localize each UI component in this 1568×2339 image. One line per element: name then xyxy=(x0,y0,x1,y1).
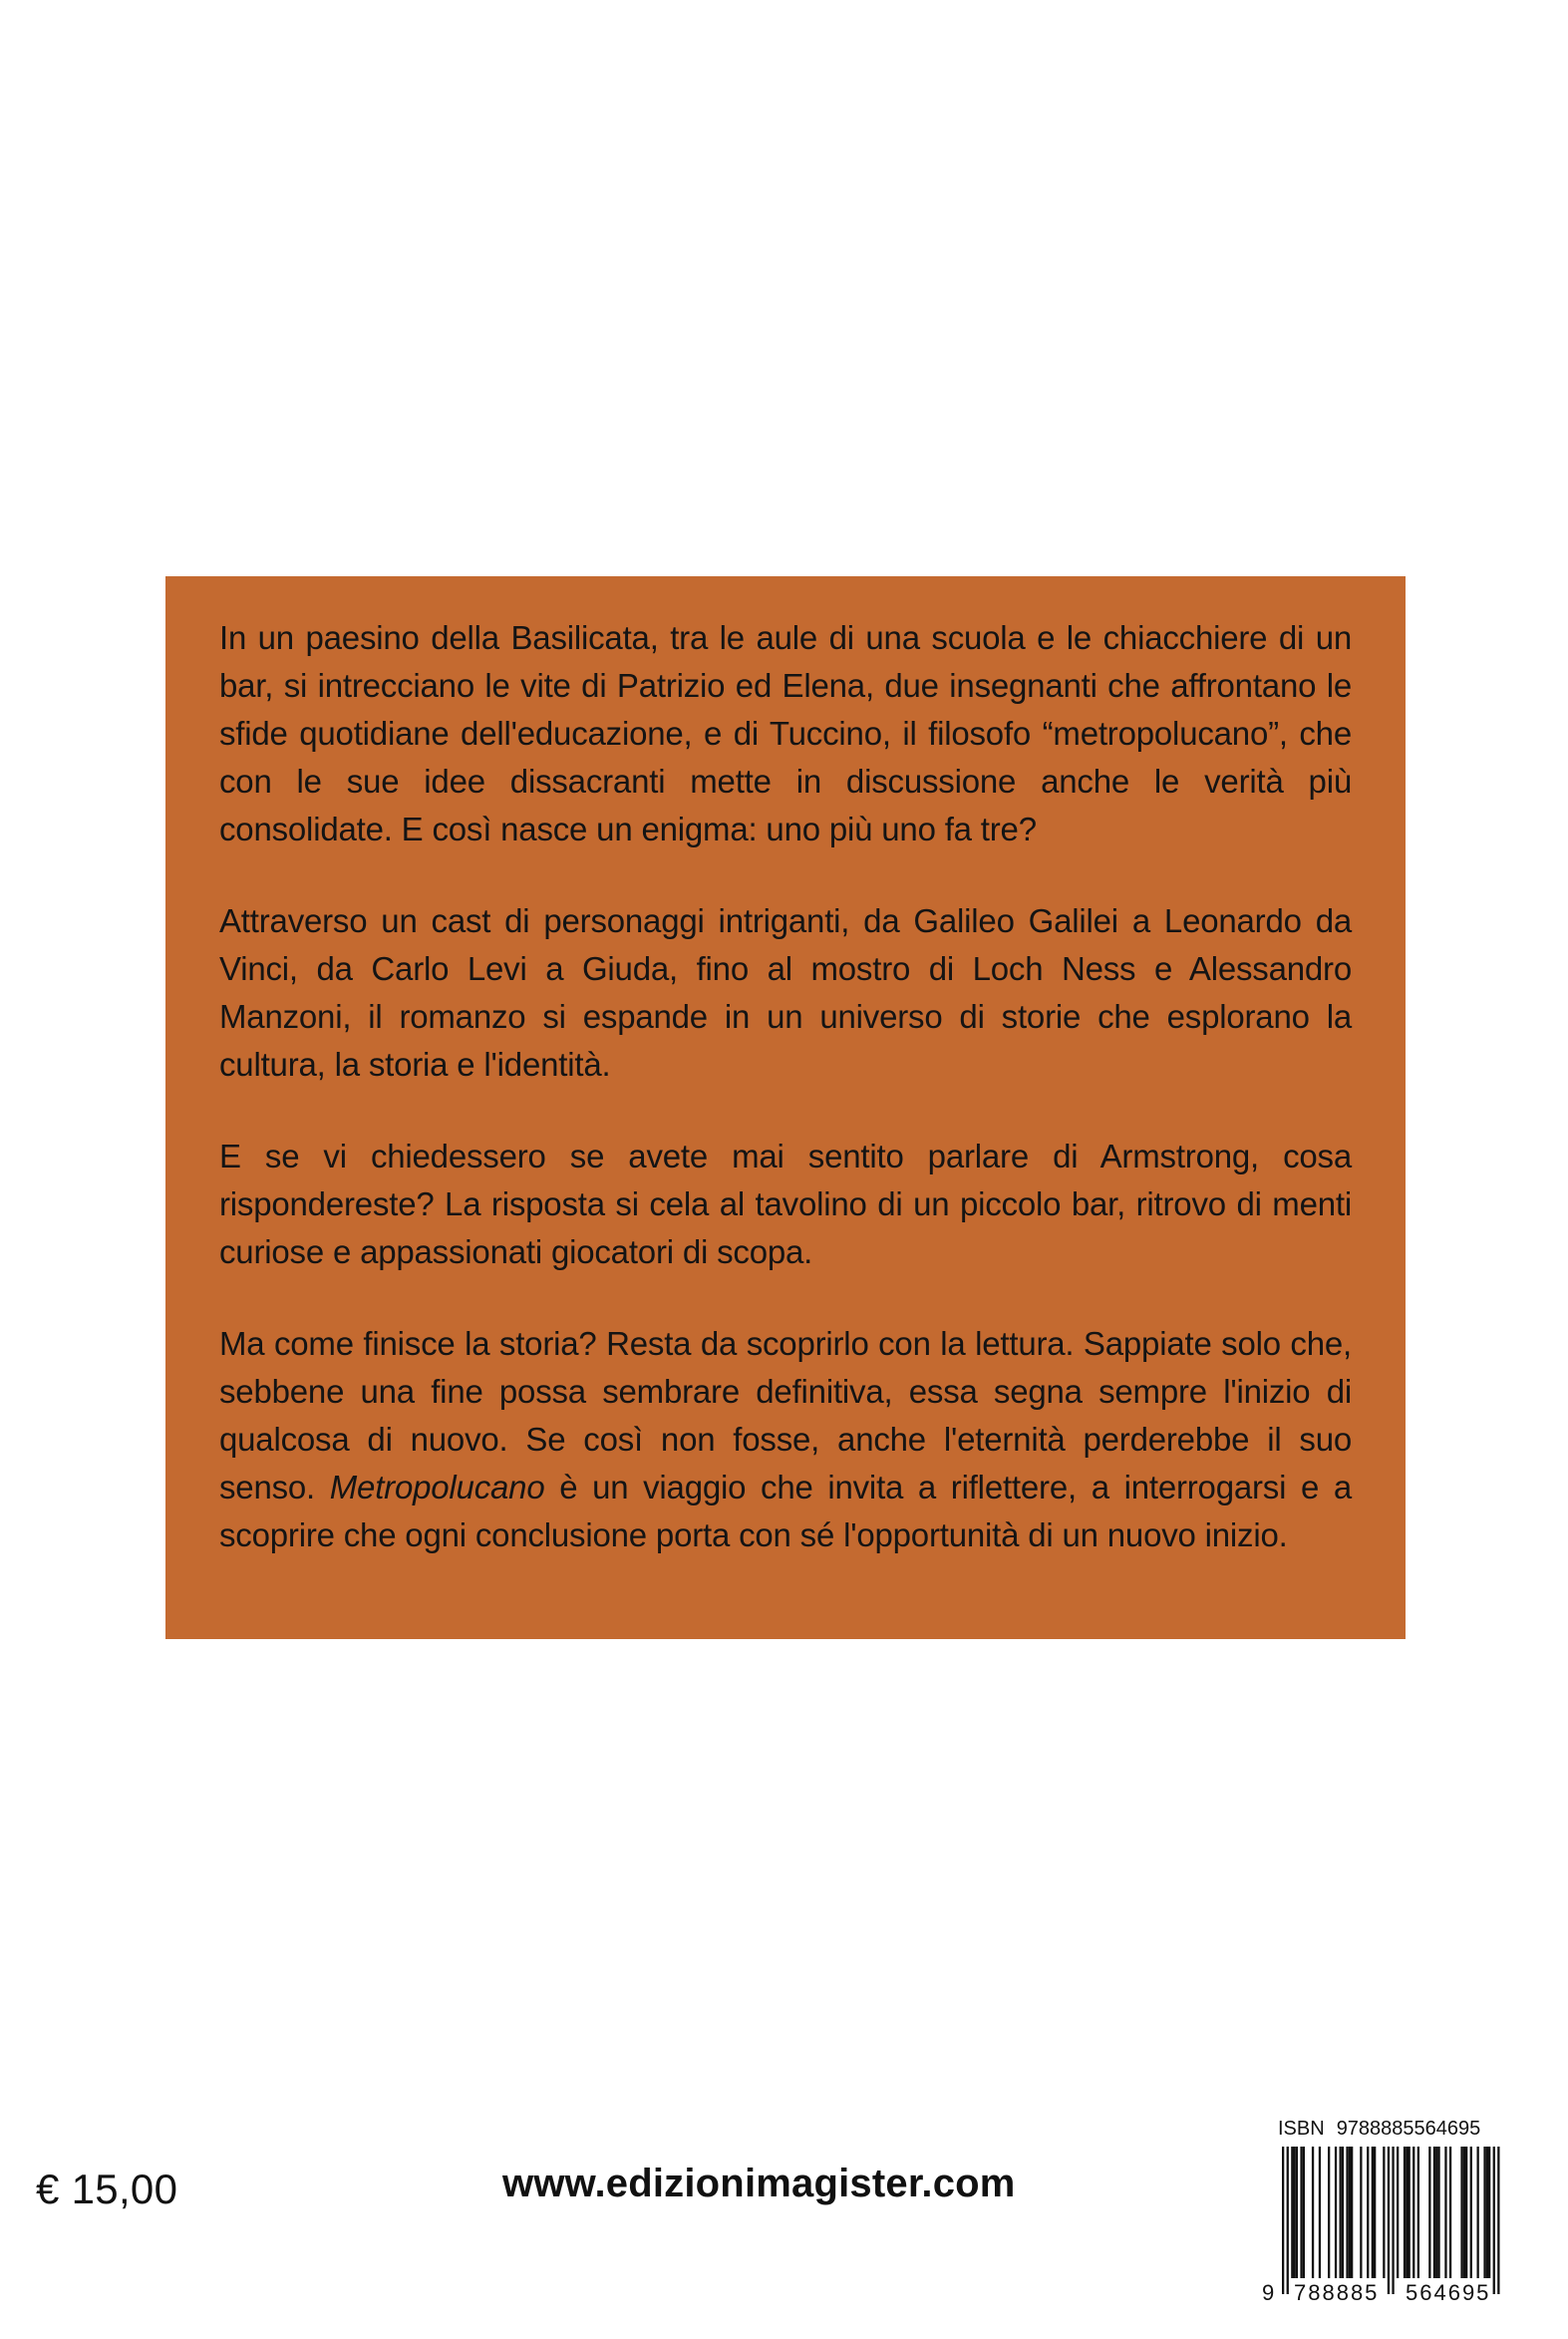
barcode-bar xyxy=(1470,2147,1472,2278)
barcode-bar xyxy=(1486,2147,1488,2278)
barcode-bar xyxy=(1397,2147,1399,2278)
barcode-bar xyxy=(1433,2147,1435,2278)
barcode-bar xyxy=(1360,2147,1362,2278)
barcode-bar xyxy=(1493,2147,1495,2294)
barcode-bar xyxy=(1477,2147,1479,2278)
barcode-bar xyxy=(1409,2147,1411,2278)
blurb-p4-text-a: Ma come finisce la storia? Resta da scoprirlo con la lettura. Sappiate solo che, sebbene una fine possa sembrare definitiva, essa segna sempre l'inizio di qualcosa di nuovo. Se così non fosse, anche l'eternità perderebbe il suo senso. xyxy=(219,1325,1352,1505)
barcode-bar xyxy=(1340,2147,1342,2278)
barcode-bar xyxy=(1372,2147,1374,2278)
barcode-bar xyxy=(1291,2147,1293,2278)
barcode-bar xyxy=(1328,2147,1330,2278)
barcode-bar xyxy=(1335,2147,1337,2278)
barcode-bar xyxy=(1488,2147,1490,2278)
barcode-bar xyxy=(1406,2147,1408,2278)
barcode-bar xyxy=(1383,2147,1385,2278)
barcode-bar xyxy=(1460,2147,1462,2278)
isbn-block xyxy=(1262,2118,1515,2310)
barcode-bar xyxy=(1463,2147,1465,2278)
barcode-bar xyxy=(1296,2147,1298,2278)
barcode-bar xyxy=(1388,2147,1390,2294)
barcode-bar xyxy=(1483,2147,1485,2278)
barcode-digits-right: 564695 xyxy=(1406,2280,1491,2305)
barcode-bar xyxy=(1346,2147,1348,2278)
barcode-bar xyxy=(1367,2147,1369,2278)
barcode-bar xyxy=(1319,2147,1321,2278)
barcode-bar xyxy=(1437,2147,1439,2278)
back-cover-blurb xyxy=(165,576,1406,1639)
barcode-bar xyxy=(1435,2147,1437,2278)
blurb-paragraph-1: In un paesino della Basilicata, tra le aule di una scuola e le chiacchiere di un bar, si intrecciano le vite di Patrizio ed Elena, due insegnanti che affrontano le sfide quotidiane dell'educazione, e di Tuccino, il filosofo “metropolucano”, che con le sue idee dissacranti mette in discussione anche le verità più consolidate. E così nasce un enigma: uno più uno fa tre? xyxy=(219,619,1352,847)
barcode-bar xyxy=(1374,2147,1376,2278)
barcode-bar xyxy=(1303,2147,1305,2278)
barcode-digits-left: 788885 xyxy=(1294,2280,1380,2305)
barcode-bar xyxy=(1351,2147,1353,2278)
blurb-paragraph-3: E se vi chiedessero se avete mai sentito parlare di Armstrong, cosa rispondereste? La risposta si cela al tavolino di un piccolo bar, ritrovo di menti curiose e appassionati giocatori di scopa. xyxy=(219,1138,1352,1270)
publisher-website[interactable]: www.edizionimagister.com xyxy=(502,2162,1016,2205)
barcode-bar xyxy=(1444,2147,1446,2278)
barcode-bar xyxy=(1449,2147,1451,2278)
barcode-bar xyxy=(1342,2147,1344,2278)
barcode-bar xyxy=(1428,2147,1430,2278)
isbn-label: ISBN xyxy=(1278,2118,1325,2140)
barcode-bar xyxy=(1404,2147,1406,2278)
blurb-paragraph-2: Attraverso un cast di personaggi intriganti, da Galileo Galilei a Leonardo da Vinci, da Carlo Levi a Giuda, fino al mostro di Loch Ness e Alessandro Manzoni, il romanzo si espande in un universo di storie che esplorano la cultura, la storia e l'identità. xyxy=(219,902,1352,1083)
barcode-bar xyxy=(1497,2147,1499,2294)
barcode-bar xyxy=(1312,2147,1314,2278)
price-label: € 15,00 xyxy=(36,2166,178,2212)
isbn-line xyxy=(1278,2118,1515,2141)
book-title-italic: Metropolucano xyxy=(329,1469,545,1505)
barcode-bar xyxy=(1417,2147,1419,2278)
barcode xyxy=(1262,2147,1515,2310)
barcode-bar xyxy=(1412,2147,1414,2278)
barcode-bar xyxy=(1300,2147,1302,2278)
blurb-paragraph-4 xyxy=(219,1320,1352,1559)
blurb-p4-text-b: è un viaggio che invita a riflettere, a interrogarsi e a scoprire che ogni conclusione porta con sé l'opportunità di un nuovo inizio. xyxy=(219,1469,1353,1553)
barcode-bar xyxy=(1392,2147,1394,2294)
barcode-digit-first: 9 xyxy=(1262,2280,1275,2305)
barcode-bar xyxy=(1465,2147,1467,2278)
barcode-bar xyxy=(1282,2147,1284,2294)
barcode-bar xyxy=(1287,2147,1289,2294)
isbn-number: 9788885564695 xyxy=(1336,2118,1481,2140)
barcode-bar xyxy=(1294,2147,1296,2278)
barcode-bar xyxy=(1349,2147,1351,2278)
